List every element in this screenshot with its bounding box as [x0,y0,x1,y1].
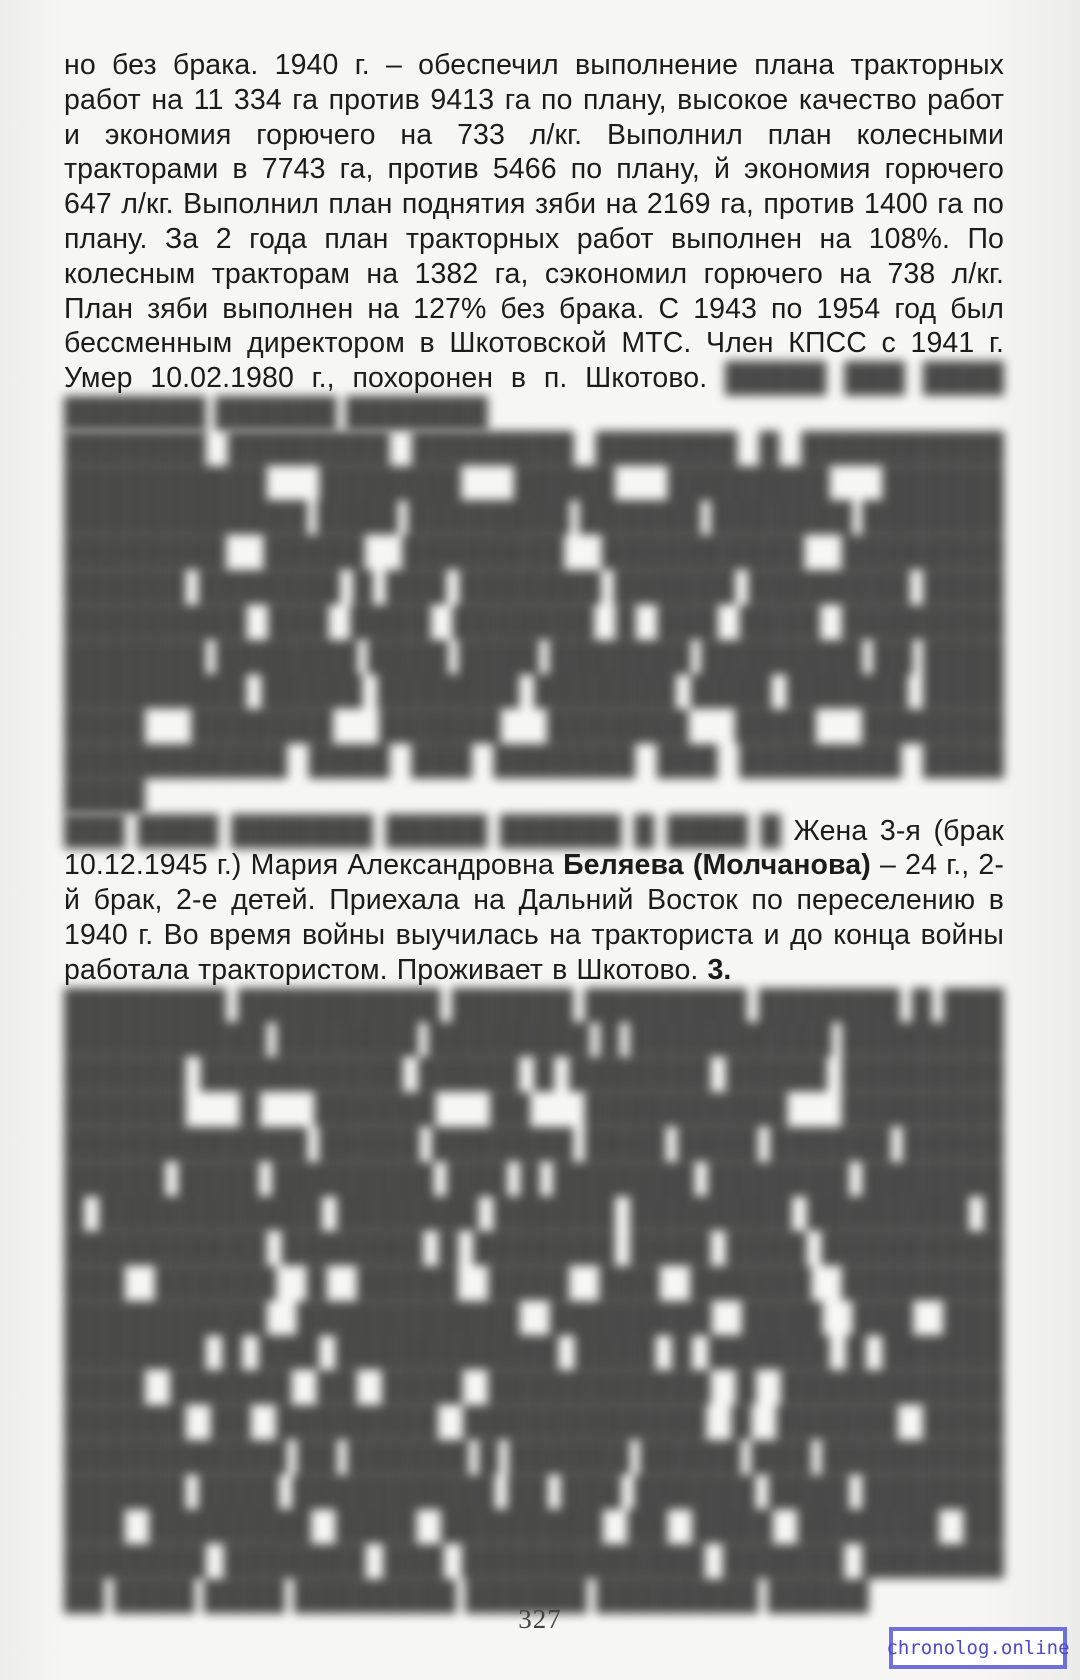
redacted-block: ████████ ██████████ ██████ ████████ ███████ █ ███ ██████████ ███████ ████████ █ ██████████ ████████ ██████ ██████████ █████ █ ███████ █████ ████████ ██████ █ ██████ ██ ██████████ ████████ ████████████ █████ ███████ ████ ████ ██████ █████ █████ ████ ████████ ███ █ ███████ ███████ ███████ █ ███████████ ███████ ██████ ████████ ████████ █ ██████████ ███████ █ ███████ ████ ████ █████████ ███ ██████ █ █████ ████ ███ ██████ ████████ ██████████ ███████████ ████████ ████ ███ ███ ███████ █ ███ ███████████ ████ █ ██████ █ ██████ ████ ██████ ██ ████ ███████████ █ ███████████ ██████ ██ ████████ ████████████ █ ██████ ████ ███████████ ██ ██████ █ ██████ █████ ███ █████████ ██████ ████ ██████████ ██ ███ ██████ ████ ███████ ███ ████████ ████ ████████ ██ ████ ███████ ██ ███████ ███████ ███ ████████████ ██████ ███████ ██ ████ ████ ████████ ██████ ████████ █████ [64,988,1004,1613]
paragraph-1-text: но без брака. 1940 г. – обеспечил выполнение плана тракторных работ на 11 334 га против 9413 га по плану, высокое качество работ и экономия горючего на 733 л/кг. Выполнил план колесными тракторами в 7743 га, против 5466 по плану, й экономия горючего 647 л/кг. Выполнил план поднятия зяби на 2169 га, против 1400 га по плану. За 2 года план тракторных работ выполнен на 108%. По колесным тракторам на 1382 га, сэкономил горючего на 738 л/кг. План зяби выполнен на 127% без брака. С 1943 по 1954 год был бессменным директором в Шкотовской МТС. Член КПСС с 1941 г. Умер 10.02.1980 г., похоронен в п. Шкотово. [64,49,1004,395]
page-number: 327 [518,1604,562,1634]
section-number: 3. [707,953,732,986]
redacted-block: ███████ ████████ ████████ ███████ █ ██████████ ██████████ ███████ █████ ████████ ██████ ████████████ ████ ████████ ██████ ███████ ███████ ████████ █████ ████████ ██████████ ████████ ██████ ███████ █ ███ ███████ ██████ ████████ ████ █████████ ███ ████ ███████ █ ███ ████ ████████ ███████ ███████ ████ ████ ███████ ████████ ██ ████ █████████ █████ ███████ ███████ ████ ██████ ████ ████ ███████ ██████ ███████ ████ ███████ ███████████ ████ ███ ███████ ███ ████████ ████ ████ [64,431,1004,812]
redacted-text: ███ ████ ███████ █████ ██████ █ ████ █ [64,814,781,847]
person-name: Беляева (Молчанова) [563,849,871,882]
paragraph-1 [64,48,1004,431]
text-column [64,48,1004,1614]
paragraph-2-intro: Жена 3-я (брак 10.12.1945 г.) Мария Александровна [64,814,1004,882]
redacted-text: █████ ███ ████ ███████ ██████ ███████ [64,362,1004,429]
paragraph-2-text: – 24 г., 2-й брак, 2-е детей. Приехала на Дальний Восток по переселению в 1940 г. Во время войны выучилась на тракториста и до конца войны работала трактористом. Проживает в Шкотово. [64,849,1004,986]
paragraph-2 [64,814,1004,988]
watermark-badge[interactable]: chronolog.online [889,1627,1067,1669]
